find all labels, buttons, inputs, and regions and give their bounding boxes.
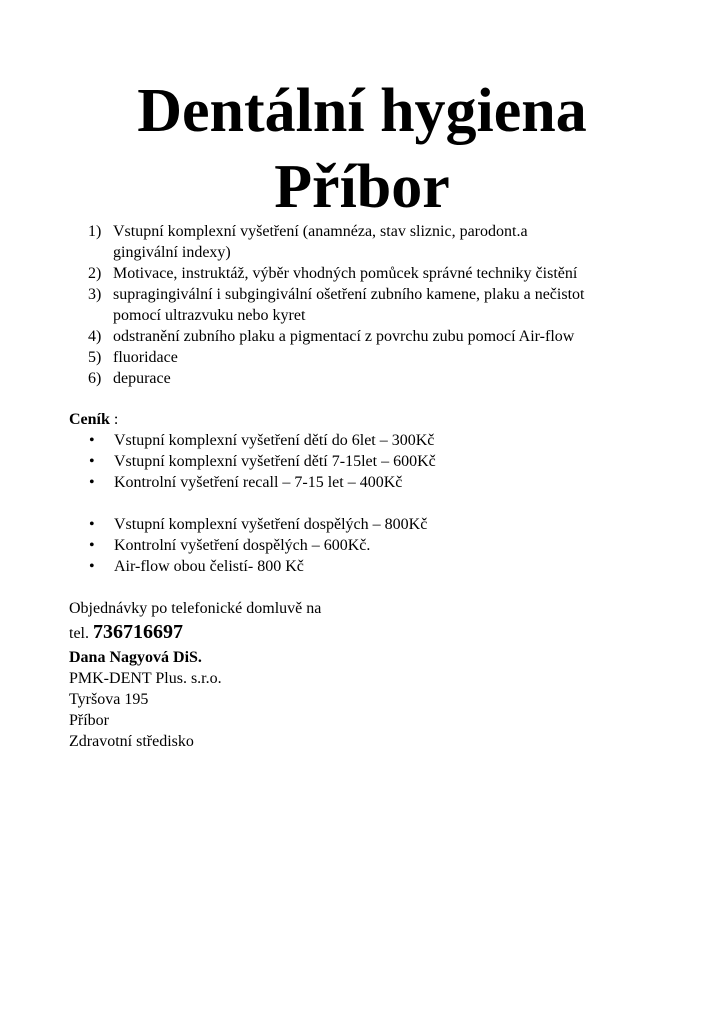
company-name: PMK-DENT Plus. s.r.o. [69,670,222,687]
bullet-icon: • [89,558,95,575]
service-number: 6) [88,370,102,387]
pricing-heading-label: Ceník [69,411,110,428]
service-item [88,347,688,368]
price-text: Vstupní komplexní vyšetření dospělých – 800Kč [114,516,428,533]
service-number: 5) [88,349,102,366]
pricing-list-children [88,430,688,493]
city: Příbor [69,712,109,729]
service-item [88,263,688,284]
price-item [88,535,688,556]
service-text: supragingivální i subgingivální ošetření zubního kamene, plaku a nečistot [113,286,585,303]
price-text: Kontrolní vyšetření dospělých – 600Kč. [114,537,371,554]
price-item [88,472,688,493]
service-text: depurace [113,370,171,387]
service-item [88,221,688,263]
service-text-continued: gingivální indexy) [113,244,231,261]
bullet-icon: • [89,516,95,533]
price-text: Vstupní komplexní vyšetření dětí do 6let – 300Kč [114,432,435,449]
service-item [88,284,688,326]
facility-name: Zdravotní středisko [69,733,194,750]
title-line-2: Příbor [274,153,450,221]
pricing-heading-separator: : [109,411,119,428]
service-text: odstranění zubního plaku a pigmentací z povrchu zubu pomocí Air-flow [113,328,575,345]
contact-block [69,598,321,752]
price-item [88,451,688,472]
bullet-icon: • [89,537,95,554]
service-number: 4) [88,328,102,345]
service-item [88,368,688,389]
service-number: 3) [88,286,102,303]
price-item [88,556,688,577]
price-text: Vstupní komplexní vyšetření dětí 7-15let – 600Kč [114,453,436,470]
service-text: Motivace, instruktáž, výběr vhodných pomůcek správné techniky čistění [113,265,578,282]
phone-number: 736716697 [93,621,183,643]
street-address: Tyršova 195 [69,691,149,708]
price-text: Air-flow obou čelistí- 800 Kč [114,558,304,575]
title-line-1: Dentální hygiena [137,77,587,145]
price-item [88,514,688,535]
phone-line [69,619,321,647]
price-item [88,430,688,451]
service-number: 2) [88,265,102,282]
pricing-heading [69,409,118,430]
service-text-continued: pomocí ultrazvuku nebo kyret [113,307,306,324]
price-text: Kontrolní vyšetření recall – 7-15 let – 400Kč [114,474,403,491]
contact-name: Dana Nagyová DiS. [69,649,202,666]
service-number: 1) [88,223,102,240]
service-text: fluoridace [113,349,178,366]
bullet-icon: • [89,453,95,470]
bullet-icon: • [89,474,95,491]
service-item [88,326,688,347]
phone-prefix: tel. [69,625,93,642]
service-text: Vstupní komplexní vyšetření (anamnéza, stav sliznic, parodont.a [113,223,528,240]
pricing-list-adults [88,514,688,577]
bullet-icon: • [89,432,95,449]
services-list [88,221,688,389]
contact-intro: Objednávky po telefonické domluvě na [69,600,322,617]
